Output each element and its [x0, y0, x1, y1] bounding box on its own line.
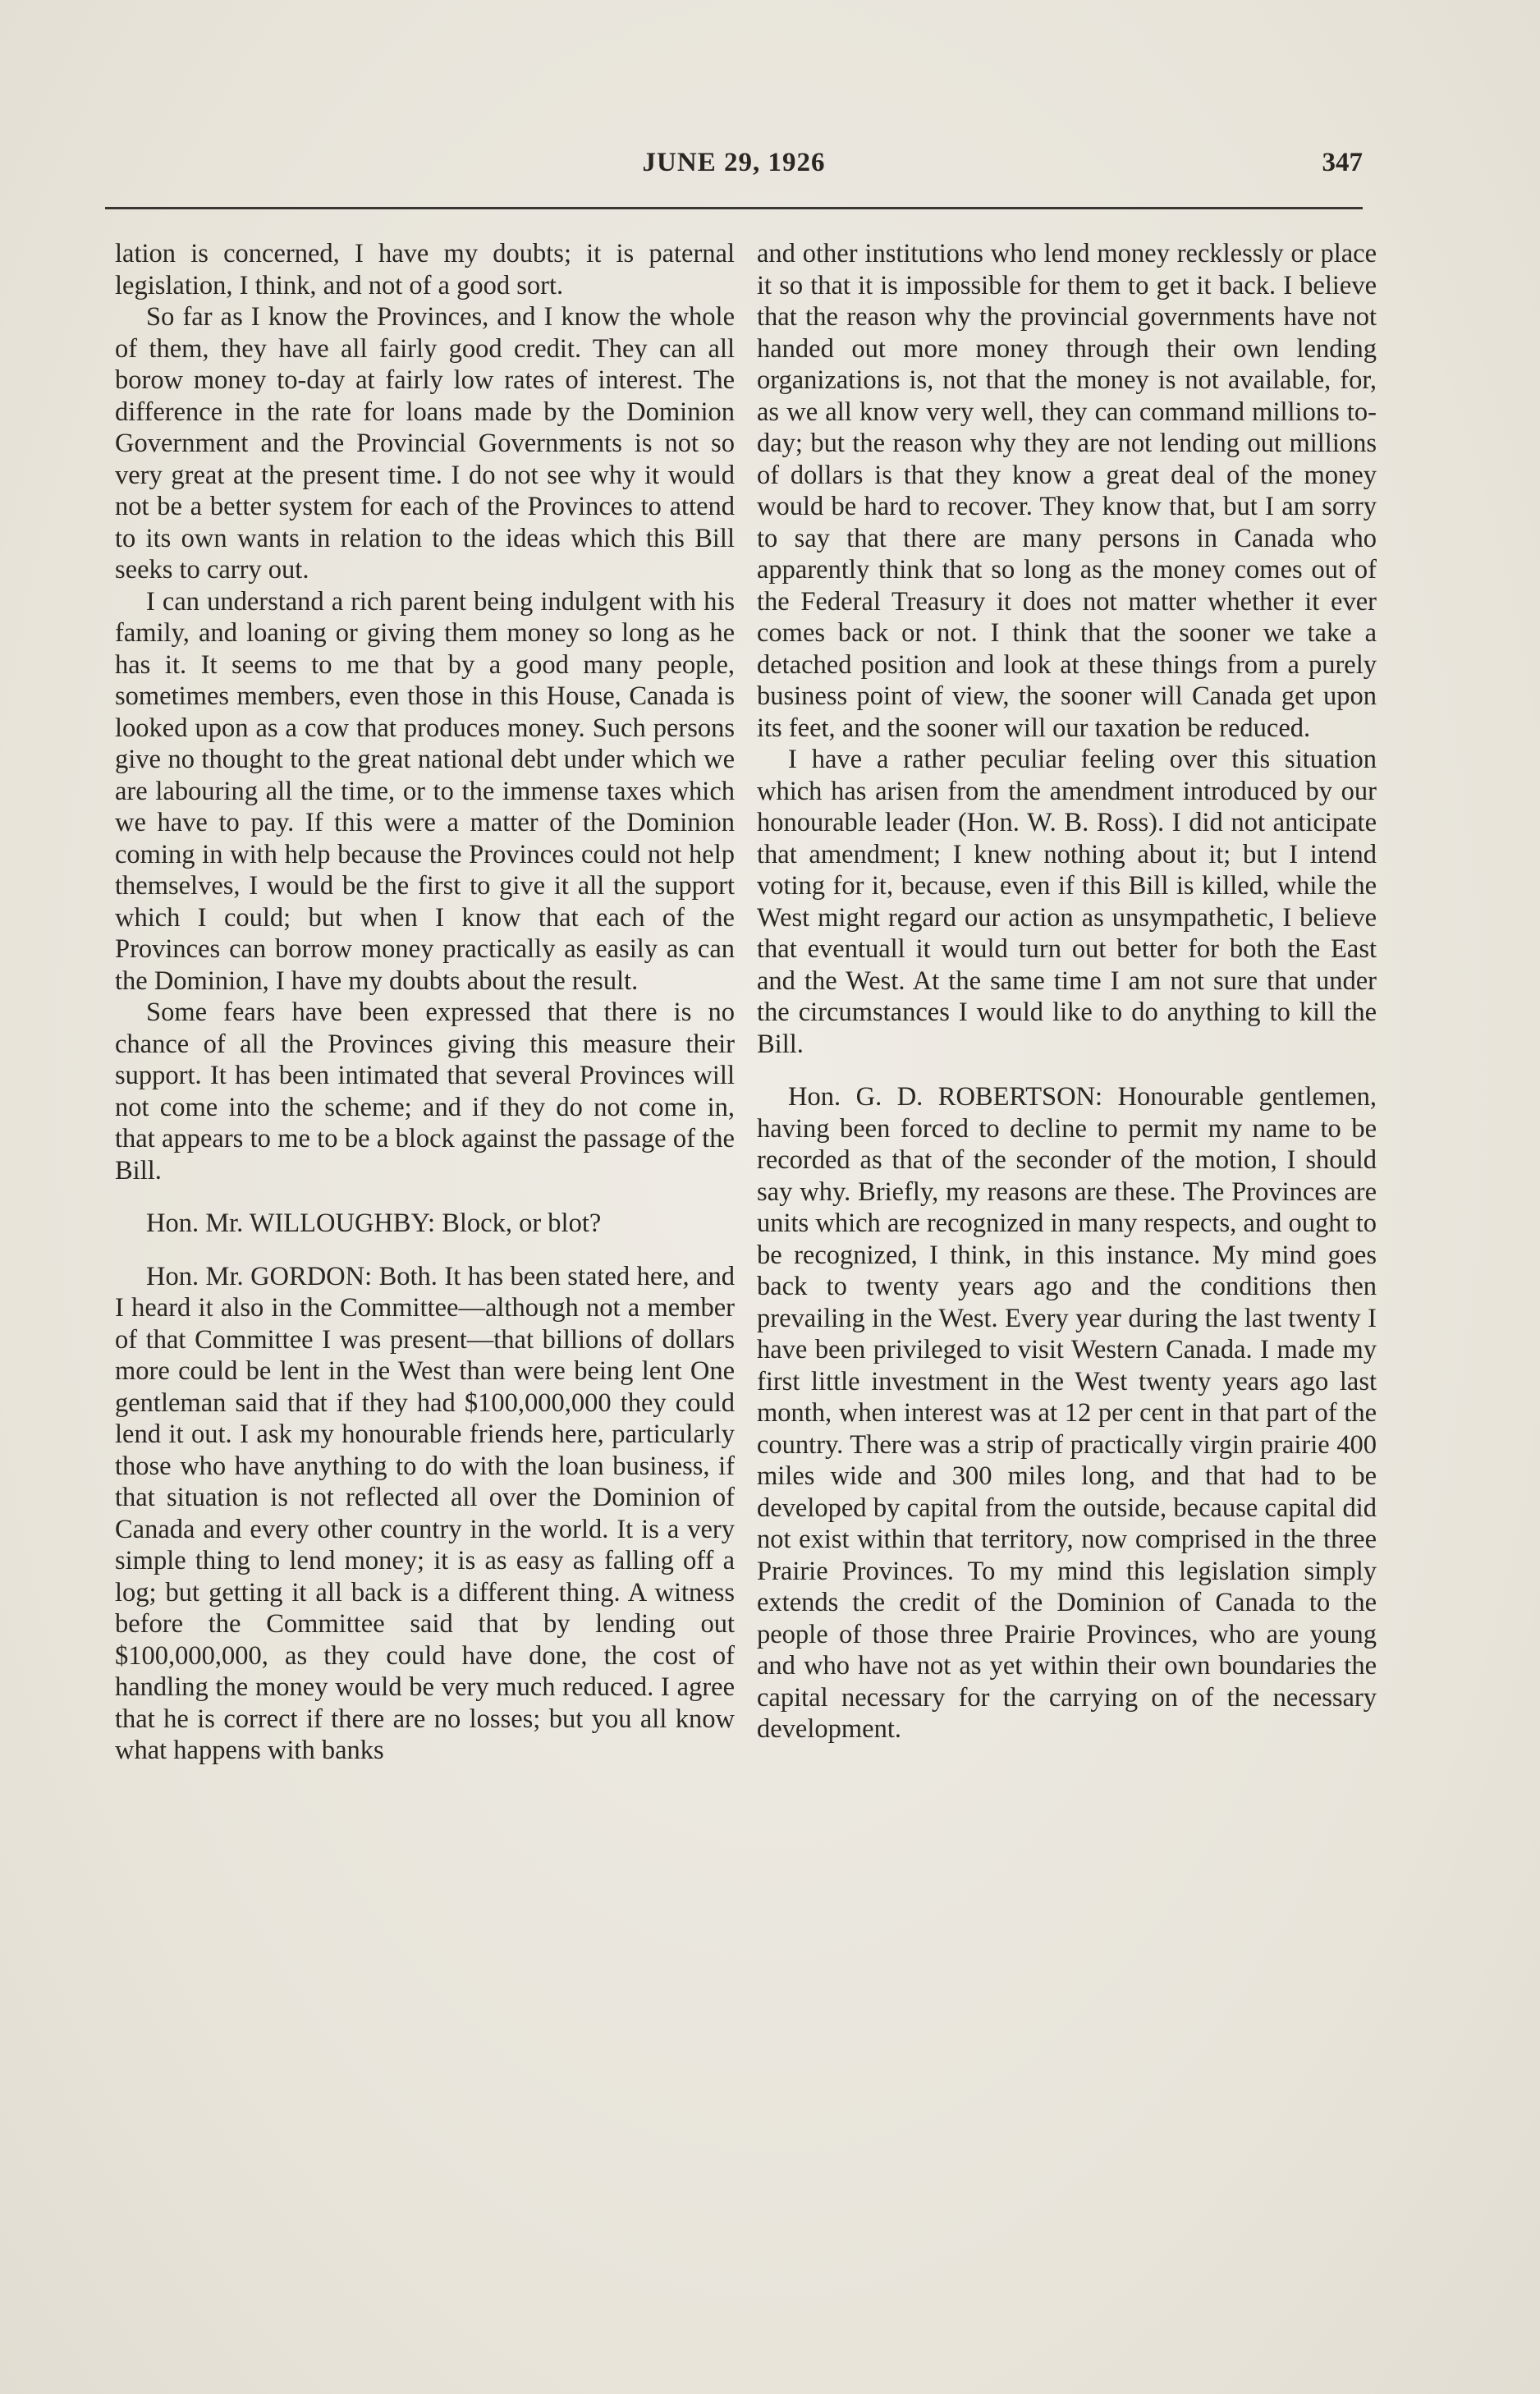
page-number: 347 [1322, 148, 1363, 177]
speaker-paragraph: Hon. Mr. WILLOUGHBY: Block, or blot? [146, 1208, 602, 1238]
paragraph: I have a rather peculiar feeling over this situation which has arisen from the amendment introduced by our honourable leader (Hon. W. B. Ross). I did not anticipate that amendment; I knew nothing about it; but I intend voting for it, because, even if this Bill is killed, while the West might regard our action as unsympathetic, I believe that eventuall it would turn out better for both the East and the West. At the same time I am not sure that under the circumstances I would like to do anything to kill the Bill. [757, 745, 1377, 1059]
header-date: JUNE 29, 1926 [642, 148, 826, 177]
paragraph: and other institutions who lend money recklessly or place it so that it is impossible for them to get it back. I believe that the reason why the provincial governments have not handed out more money through their own lending organizations is, not that the money is not available, for, as we all know very well, they can command millions to-day; but the reason why they are not lending out millions of dollars is that they know a great deal of the money would be hard to recover. They know that, but I am sorry to say that there are many persons in Canada who apparently think that so long as the money comes out of the Federal Treasury it does not matter whether it ever comes back or not. I think that the sooner we take a detached position and look at these things from a purely business point of view, the sooner will Canada get upon its feet, and the sooner will our taxation be reduced. [757, 239, 1377, 743]
paragraph: So far as I know the Provinces, and I know the whole of them, they have all fairly good credit. They can all borow money to-day at fairly low rates of interest. The difference in the rate for loans made by the Dominion Government and the Provincial Governments is not so very great at the present time. I do not see why it would not be a better system for each of the Provinces to attend to its own wants in relation to the ideas which this Bill seeks to carry out. [115, 302, 735, 585]
right-column [757, 238, 1377, 1745]
header-rule [105, 207, 1363, 209]
speaker-paragraph: Hon. Mr. GORDON: Both. It has been stated here, and I heard it also in the Committee—although not a member of that Committee I was present—that billions of dollars more could be lent in the West than were being lent One gentleman said that if they had $100,000,000 they could lend it out. I ask my honourable friends here, particularly those who have anything to do with the loan business, if that situation is not reflected all over the Dominion of Canada and every other country in the world. It is a very simple thing to lend money; it is as easy as falling off a log; but getting it all back is a different thing. A witness before the Committee said that by lending out $100,000,000, as they could have done, the cost of handling the money would be very much reduced. I agree that he is correct if there are no losses; but you all know what happens with banks [115, 1261, 735, 1765]
paragraph: lation is concerned, I have my doubts; it is paternal legislation, I think, and not of a good sort. [115, 239, 735, 300]
speaker-paragraph: Hon. G. D. ROBERTSON: Honourable gentlemen, having been forced to decline to permit my name to be recorded as that of the seconder of the motion, I should say why. Briefly, my reasons are these. The Provinces are units which are recognized in many respects, and ought to be recognized, I think, in this instance. My mind goes back to twenty years ago and the conditions then prevailing in the West. Every year during the last twenty I have been privileged to visit Western Canada. I made my first little investment in the West twenty years ago last month, when interest was at 12 per cent in that part of the country. There was a strip of practically virgin prairie 400 miles wide and 300 miles long, and that had to be developed by capital from the outside, because capital did not exist within that territory, now comprised in the three Prairie Provinces. To my mind this legislation simply extends the credit of the Dominion of Canada to the people of those three Prairie Provinces, who are young and who have not as yet within their own boundaries the capital necessary for the carrying on of the necessary development. [757, 1082, 1377, 1744]
page-header [105, 148, 1363, 197]
paragraph: Some fears have been expressed that there is no chance of all the Provinces giving this measure their support. It has been intimated that several Provinces will not come into the scheme; and if they do not come in, that appears to me to be a block against the passage of the Bill. [115, 998, 735, 1186]
paragraph: I can understand a rich parent being indulgent with his family, and loaning or giving them money so long as he has it. It seems to me that by a good many people, sometimes members, even those in this House, Canada is looked upon as a cow that produces money. Such persons give no thought to the great national debt under which we are labouring all the time, or to the immense taxes which we have to pay. If this were a matter of the Dominion coming in with help because the Provinces could not help themselves, I would be the first to give it all the support which I could; but when I know that each of the Provinces can borrow money practically as easily as can the Dominion, I have my doubts about the result. [115, 586, 735, 996]
left-column [115, 238, 735, 1767]
